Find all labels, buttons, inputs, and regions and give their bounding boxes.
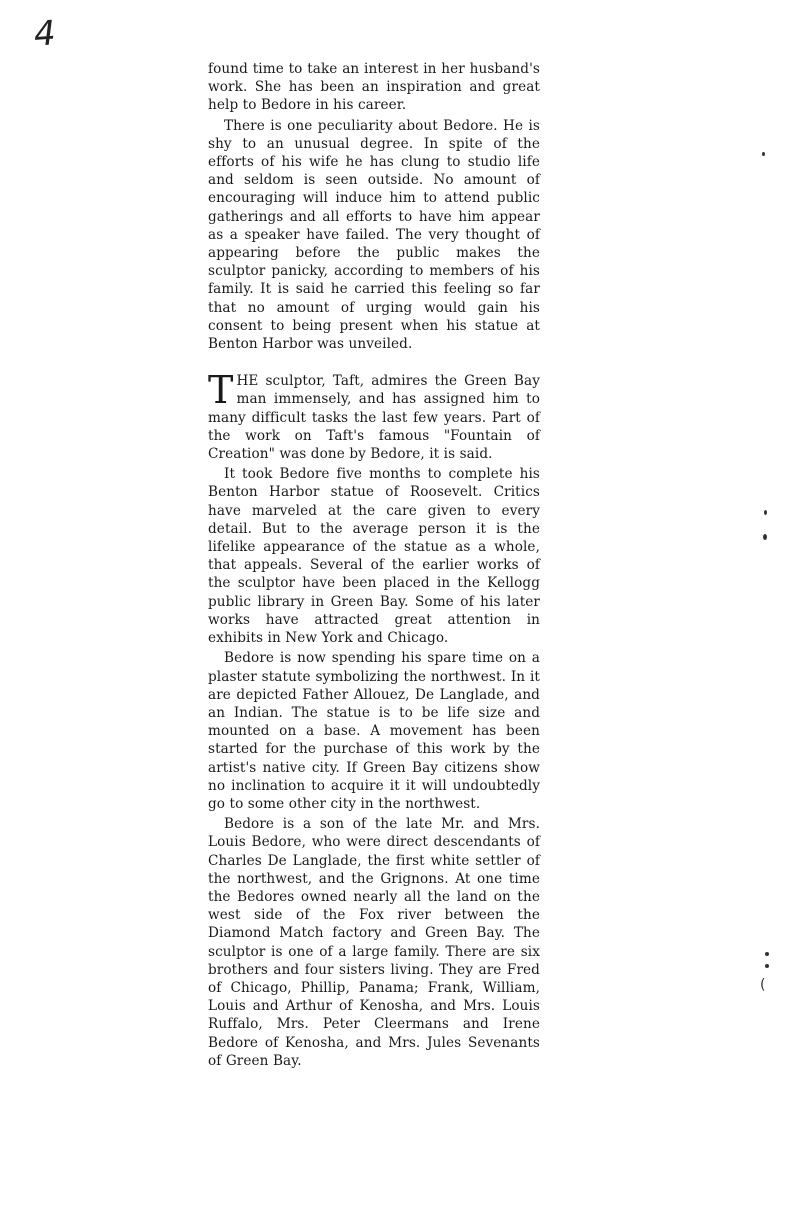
scan-speck — [763, 534, 767, 540]
lead-in: HE — [236, 373, 259, 390]
article-paragraph-5: Bedore is now spending his spare time on a plaster statute symbolizing the northwest. In it are depicted Father Allouez, De Langlade, and an Indian. The statue is to be life size and mounted on a base. A movement has been started for the purchase of this work by the artist's native city. If Green Bay citizens show no inclination to acquire it it will undoubtedly go to some other city in the northwest. — [208, 650, 540, 812]
edge-mark: ( — [760, 977, 766, 993]
section-divider — [208, 353, 540, 372]
scan-speck — [762, 152, 765, 156]
article-paragraph-1: found time to take an interest in her husband's work. She has been an inspiration and great help to Bedore in his career. — [208, 61, 540, 114]
page-number: 4 — [32, 13, 58, 55]
paragraph-3-text: sculptor, Taft, admires the Green Bay man immensely, and has assigned him to many difficult tasks the last few years. Part of the work on Taft's famous "Fountain of Creation" was done by Bedore, it is said. — [208, 373, 540, 463]
scan-speck — [765, 964, 769, 968]
drop-cap: T — [208, 368, 234, 413]
article-paragraph-3 — [208, 368, 540, 463]
scan-speck — [764, 510, 767, 515]
scan-speck — [765, 952, 769, 956]
article-column — [208, 60, 540, 1070]
article-paragraph-6: Bedore is a son of the late Mr. and Mrs. Louis Bedore, who were direct descendants of Charles De Langlade, the first white settler of the northwest, and the Grignons. At one time the Bedores owned nearly all the land on the west side of the Fox river between the Diamond Match factory and Green Bay. The sculptor is one of a large family. There are six brothers and four sisters living. They are Fred of Chicago, Phillip, Panama; Frank, William, Louis and Arthur of Kenosha, and Mrs. Louis Ruffalo, Mrs. Peter Cleermans and Irene Bedore of Kenosha, and Mrs. Jules Sevenants of Green Bay. — [208, 816, 540, 1069]
article-paragraph-2: There is one peculiarity about Bedore. He is shy to an unusual degree. In spite of the efforts of his wife he has clung to studio life and seldom is seen outside. No amount of encouraging will induce him to attend public gatherings and all efforts to have him appear as a speaker have failed. The very thought of appearing before the public makes the sculptor panicky, according to members of his family. It is said he carried this feeling so far that no amount of urging would gain his consent to being present when his statue at Benton Harbor was unveiled. — [208, 117, 540, 353]
article-paragraph-4: It took Bedore five months to complete his Benton Harbor statue of Roosevelt. Critics have marveled at the care given to every detail. But to the average person it is the lifelike appearance of the statue as a whole, that appeals. Several of the earlier works of the sculptor have been placed in the Kellogg public library in Green Bay. Some of his later works have attracted great attention in exhibits in New York and Chicago. — [208, 466, 540, 647]
